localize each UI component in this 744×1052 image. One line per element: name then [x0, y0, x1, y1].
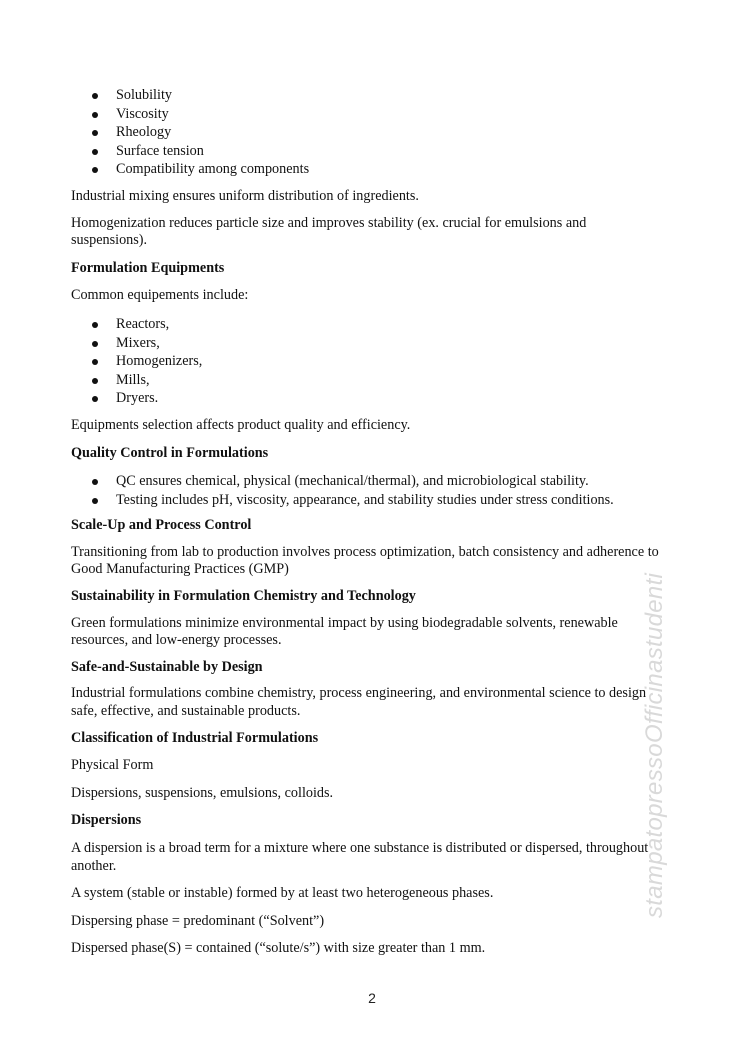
- bullet-icon: [92, 93, 98, 99]
- bullet-icon: [92, 167, 98, 173]
- paragraph-safe-sustainable: Industrial formulations combine chemistry, process engineering, and environmental science to design safe, effective, and sustainable products.: [71, 685, 647, 720]
- list-item-text: Reactors,: [116, 315, 170, 332]
- paragraph-dispersion-definition: A dispersion is a broad term for a mixture where one substance is distributed or dispersed, throughout another.: [71, 840, 649, 874]
- list-item: [71, 315, 661, 334]
- heading-equipments: Formulation Equipments: [71, 259, 225, 276]
- list-item: [71, 491, 661, 510]
- page-number: 2: [368, 990, 376, 1006]
- list-item: [71, 371, 661, 390]
- document-page: [71, 86, 661, 958]
- bullet-icon: [92, 112, 98, 118]
- bullet-icon: [92, 322, 98, 328]
- list-item-text: Solubility: [116, 87, 172, 103]
- paragraph-scale-up: Transitioning from lab to production involves process optimization, batch consistency and adherence to Good Manufacturing Practices (GMP): [71, 543, 659, 578]
- list-item-text: Compatibility among components: [116, 161, 310, 178]
- list-item: [71, 123, 661, 142]
- heading-quality-control: Quality Control in Formulations: [71, 444, 269, 461]
- list-item-text: Homogenizers,: [116, 353, 203, 370]
- equipments-list: [71, 315, 661, 408]
- list-item: [71, 160, 661, 179]
- list-item-text: Mills,: [116, 371, 150, 388]
- bullet-icon: [92, 359, 98, 365]
- heading-dispersions: Dispersions: [71, 812, 142, 829]
- properties-list: [71, 86, 661, 179]
- heading-sustainability: Sustainability in Formulation Chemistry and Technology: [71, 588, 416, 605]
- heading-scale-up: Scale-Up and Process Control: [71, 517, 252, 534]
- list-item-text: Rheology: [116, 124, 172, 141]
- bullet-icon: [92, 130, 98, 136]
- paragraph-system: A system (stable or instable) formed by at least two heterogeneous phases.: [71, 885, 494, 902]
- paragraph-common: Common equipements include:: [71, 287, 249, 304]
- list-item-text: Dryers.: [116, 390, 159, 407]
- list-item-text: Testing includes pH, viscosity, appearance, and stability studies under stress conditions.: [116, 491, 614, 508]
- bullet-icon: [92, 498, 98, 504]
- paragraph-selection: Equipments selection affects product quality and efficiency.: [71, 416, 411, 433]
- quality-list: [71, 472, 661, 509]
- list-item: [71, 472, 661, 491]
- bullet-icon: [92, 479, 98, 485]
- paragraph-mixing: Industrial mixing ensures uniform distribution of ingredients.: [71, 187, 419, 204]
- list-item: [71, 334, 661, 353]
- list-item-text: Viscosity: [116, 105, 169, 122]
- list-item: [71, 389, 661, 408]
- paragraph-homogenization: Homogenization reduces particle size and improves stability (ex. crucial for emulsions and suspensions).: [71, 214, 587, 249]
- heading-classification: Classification of Industrial Formulations: [71, 729, 319, 746]
- paragraph-sustainability: Green formulations minimize environmental impact by using biodegradable solvents, renewable resources, and low-energy processes.: [71, 614, 618, 649]
- list-item-text: Mixers,: [116, 334, 160, 351]
- paragraph-dispersing-phase: Dispersing phase = predominant (“Solvent”): [71, 912, 325, 929]
- bullet-icon: [92, 149, 98, 155]
- paragraph-forms: Dispersions, suspensions, emulsions, colloids.: [71, 784, 334, 801]
- list-item: [71, 352, 661, 371]
- list-item: [71, 105, 661, 124]
- bullet-icon: [92, 341, 98, 347]
- list-item-text: QC ensures chemical, physical (mechanical/thermal), and microbiological stability.: [116, 473, 589, 490]
- list-item: [71, 142, 661, 161]
- list-item: [71, 86, 661, 105]
- bullet-icon: [92, 378, 98, 384]
- paragraph-physical-form: Physical Form: [71, 757, 154, 774]
- heading-safe-sustainable: Safe-and-Sustainable by Design: [71, 658, 263, 675]
- bullet-icon: [92, 396, 98, 402]
- watermark: stampatopressoOfficinastudenti: [641, 572, 668, 918]
- list-item-text: Surface tension: [116, 142, 204, 159]
- paragraph-dispersed-phase: Dispersed phase(S) = contained (“solute/s”) with size greater than 1 mm.: [71, 940, 486, 957]
